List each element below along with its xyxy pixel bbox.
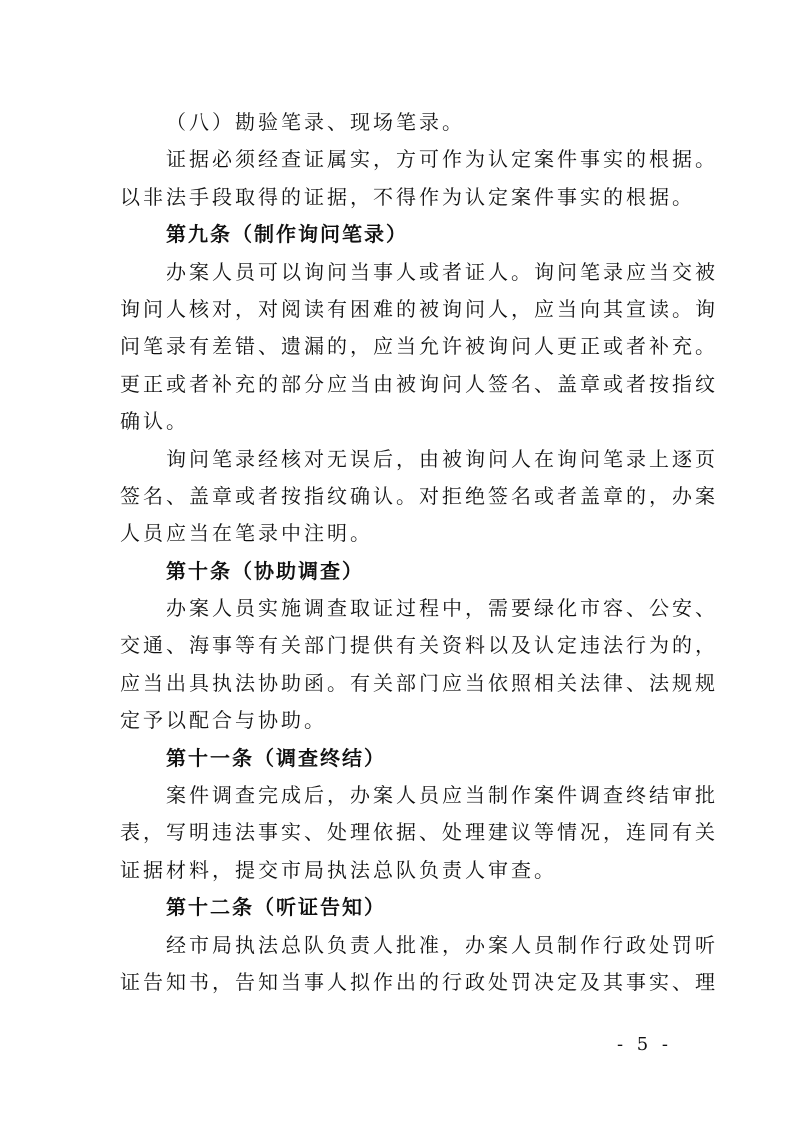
paragraph-line: 更正或者补充的部分应当由被询问人签名、盖章或者按指纹 bbox=[120, 371, 718, 396]
paragraph-line: 定予以配合与协助。 bbox=[120, 708, 327, 733]
article-heading: 第十条（协助调查） bbox=[166, 558, 364, 583]
page-number: - 5 - bbox=[616, 1034, 672, 1055]
paragraph-line: 问笔录有差错、遗漏的，应当允许被询问人更正或者补充。 bbox=[120, 334, 718, 359]
paragraph-line: 证据材料，提交市局执法总队负责人审查。 bbox=[120, 857, 557, 882]
article-heading: 第十二条（听证告知） bbox=[166, 895, 386, 920]
paragraph-line: 确认。 bbox=[120, 409, 189, 434]
paragraph-line: 表，写明违法事实、处理依据、处理建议等情况，连同有关 bbox=[120, 820, 718, 845]
paragraph-line: 案件调查完成后，办案人员应当制作案件调查终结审批 bbox=[166, 783, 718, 808]
paragraph-line: 交通、海事等有关部门提供有关资料以及认定违法行为的， bbox=[120, 633, 718, 658]
paragraph-line: 询问笔录经核对无误后，由被询问人在询问笔录上逐页 bbox=[166, 446, 718, 471]
paragraph-line: （八）勘验笔录、现场笔录。 bbox=[166, 110, 465, 134]
article-heading: 第十一条（调查终结） bbox=[166, 745, 386, 770]
paragraph-line: 应当出具执法协助函。有关部门应当依照相关法律、法规规 bbox=[120, 670, 718, 695]
paragraph-line: 签名、盖章或者按指纹确认。对拒绝签名或者盖章的，办案 bbox=[120, 483, 718, 508]
paragraph-line: 办案人员可以询问当事人或者证人。询问笔录应当交被 bbox=[166, 259, 718, 284]
paragraph-line: 证据必须经查证属实，方可作为认定案件事实的根据。 bbox=[166, 147, 718, 172]
paragraph-line: 询问人核对，对阅读有困难的被询问人，应当向其宣读。询 bbox=[120, 296, 718, 321]
paragraph-line: 人员应当在笔录中注明。 bbox=[120, 521, 373, 546]
article-heading: 第九条（制作询问笔录） bbox=[166, 222, 408, 247]
document-page bbox=[120, 104, 718, 1001]
paragraph-line: 经市局执法总队负责人批准，办案人员制作行政处罚听 bbox=[166, 932, 718, 957]
paragraph-line: 证告知书，告知当事人拟作出的行政处罚决定及其事实、理 bbox=[120, 969, 718, 994]
paragraph-line: 办案人员实施调查取证过程中，需要绿化市容、公安、 bbox=[166, 596, 718, 621]
paragraph-line: 以非法手段取得的证据，不得作为认定案件事实的根据。 bbox=[120, 184, 695, 209]
